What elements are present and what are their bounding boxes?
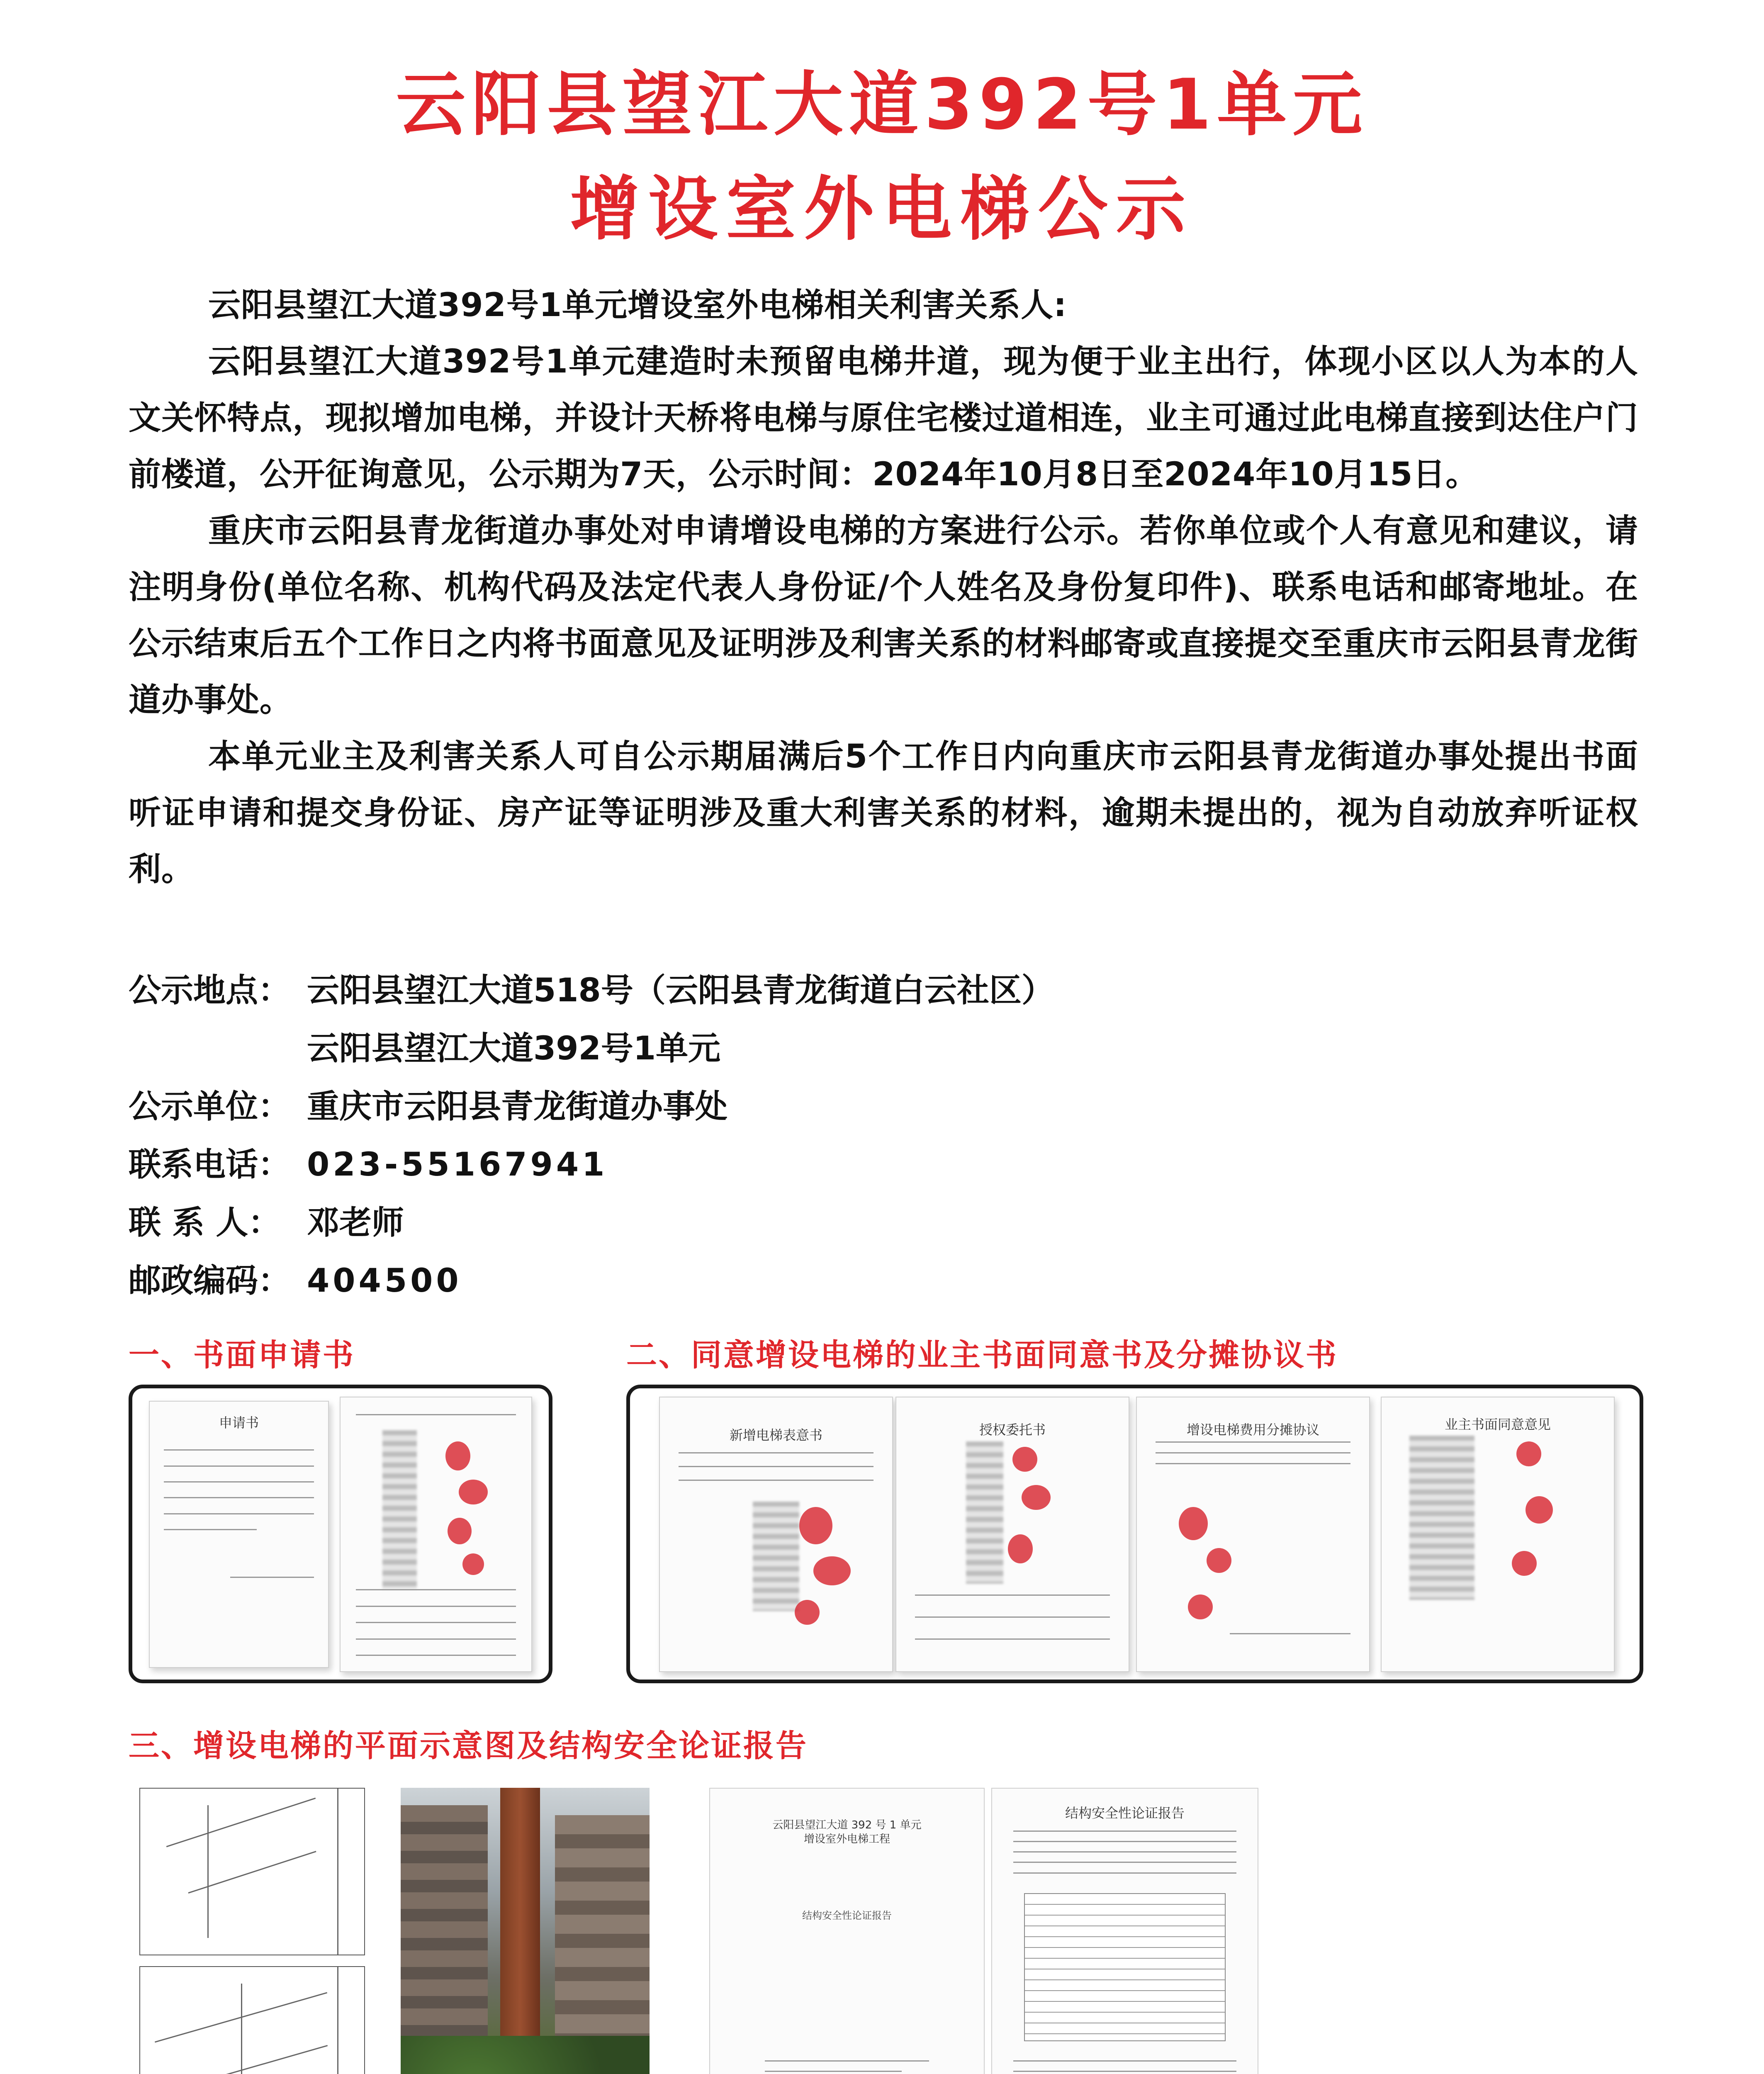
doc-heading: 业主书面同意意见	[1444, 1416, 1551, 1432]
paragraph-2: 重庆市云阳县青龙街道办事处对申请增设电梯的方案进行公示。若你单位或个人有意见和建议，请注明身份(单位名称、机构代码及法定代表人身份证/个人姓名及身份复印件)、联系电话和邮寄地址。在公示结束后五个工作日之内将书面意见及证明涉及利害关系的材料邮寄或直接提交至重庆市云阳县青龙街道办事处。	[129, 512, 1638, 719]
paragraph-3: 本单元业主及利害关系人可自公示期届满后5个工作日内向重庆市云阳县青龙街道办事处提出书面听证申请和提交身份证、房产证等证明涉及重大利害关系的材料，逾期未提出的，视为自动放弃听证权利。	[129, 738, 1638, 888]
doc-heading: 授权委托书	[979, 1422, 1046, 1438]
application-letter-page	[149, 1401, 329, 1668]
floor-plan-drawing-1	[139, 1788, 365, 1955]
location-row-2	[129, 1020, 1054, 1078]
location-row	[129, 962, 1054, 1020]
doc-heading: 结构安全性论证报告	[1065, 1805, 1185, 1821]
page-title-line2: 增设室外电梯公示	[570, 168, 1194, 250]
doc-heading: 申请书	[219, 1414, 259, 1431]
cost-sharing-agreement-page	[1136, 1397, 1370, 1672]
phone-row	[129, 1136, 1054, 1194]
notice-body	[129, 277, 1638, 898]
report-cover-line1: 云阳县望江大道 392 号 1 单元	[772, 1819, 922, 1832]
section-2-frame	[626, 1385, 1643, 1683]
postcode-label: 邮政编码：	[129, 1262, 291, 1300]
safety-report-cover	[709, 1788, 985, 2074]
section-1-frame	[129, 1385, 552, 1683]
section-3-heading: 三、增设电梯的平面示意图及结构安全论证报告	[129, 1728, 808, 1764]
salutation: 云阳县望江大道392号1单元增设室外电梯相关利害关系人:	[208, 287, 1067, 324]
paragraph-1: 云阳县望江大道392号1单元建造时未预留电梯井道，现为便于业主出行，体现小区以人为本的人文关怀特点，现拟增加电梯，并设计天桥将电梯与原住宅楼过道相连，业主可通过此电梯直接到达住户门前楼道，公开征询意见，公示期为7天，公示时间：2024年10月8日至2024年10月15日。	[129, 343, 1638, 493]
report-cover-line3: 结构安全性论证报告	[802, 1909, 892, 1921]
unit-label: 公示单位：	[129, 1088, 291, 1125]
section-2-heading: 二、同意增设电梯的业主书面同意书及分摊协议书	[626, 1337, 1338, 1373]
phone-value: 023-55167941	[307, 1146, 608, 1183]
phone-label: 联系电话：	[129, 1146, 291, 1183]
postcode-row	[129, 1252, 1054, 1310]
doc-heading: 增设电梯费用分摊协议	[1186, 1422, 1319, 1438]
owner-signature-table-page	[340, 1397, 532, 1672]
unit-row	[129, 1078, 1054, 1136]
floor-plan-drawing-2	[139, 1966, 365, 2074]
notice-info	[129, 962, 1054, 1310]
owner-consent-opinion-page	[1381, 1397, 1615, 1672]
location-value-1: 云阳县望江大道518号（云阳县青龙街道白云社区）	[307, 972, 1054, 1009]
location-value-2: 云阳县望江大道392号1单元	[307, 1030, 721, 1067]
report-cover-line2: 增设室外电梯工程	[803, 1833, 890, 1845]
safety-report-page	[991, 1788, 1258, 2074]
contact-value: 邓老师	[307, 1204, 404, 1241]
contact-row	[129, 1194, 1054, 1252]
unit-value: 重庆市云阳县青龙街道办事处	[307, 1088, 728, 1125]
contact-label: 联 系 人：	[129, 1204, 281, 1241]
doc-heading: 新增电梯表意书	[729, 1427, 822, 1443]
location-label: 公示地点：	[129, 972, 291, 1009]
consent-letter-page	[659, 1397, 893, 1672]
section-1-heading: 一、书面申请书	[129, 1337, 355, 1373]
building-site-photo	[401, 1788, 650, 2074]
page-title-line1: 云阳县望江大道392号1单元	[396, 64, 1368, 145]
authorization-page	[895, 1397, 1129, 1672]
postcode-value: 404500	[307, 1262, 462, 1300]
